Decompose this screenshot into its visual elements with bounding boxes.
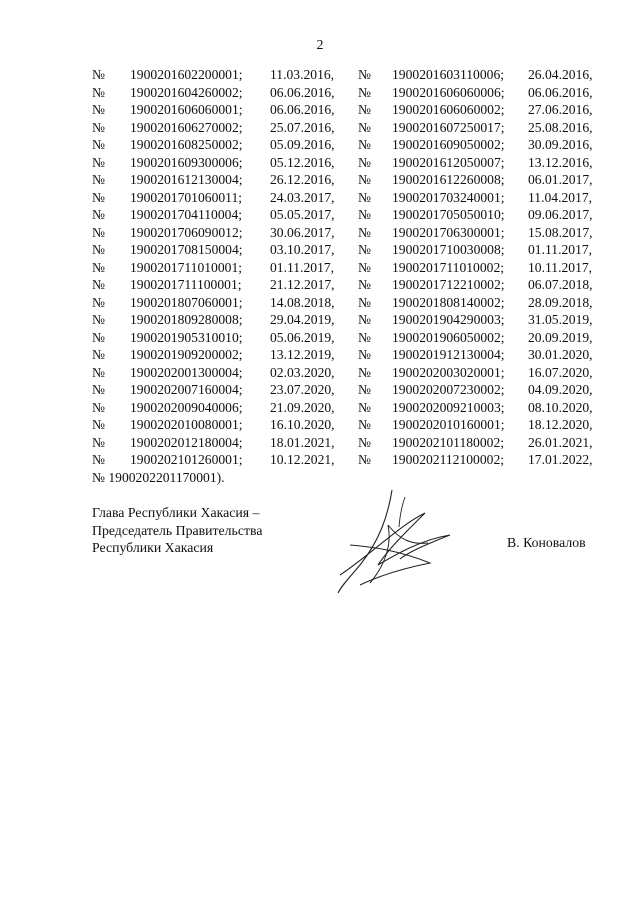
number-sign: № [358, 452, 371, 467]
number-sign: № [358, 417, 371, 432]
number-sign: № [358, 294, 371, 310]
registry-date: 17.01.2022, [528, 452, 593, 467]
registry-number: 1900201612130004; [130, 172, 243, 187]
registry-number: 1900202003020001; [392, 364, 505, 380]
registry-date: 21.09.2020, [270, 399, 335, 415]
number-sign: № [92, 189, 105, 205]
number-sign: № [92, 312, 105, 327]
number-sign: № [92, 172, 105, 187]
registry-date: 29.04.2019, [270, 312, 335, 327]
registry-number: 1900201606060006; [392, 84, 505, 100]
registry-number: 1900201711010001; [130, 259, 243, 275]
registry-date: 16.10.2020, [270, 417, 335, 432]
registry-number: 1900201705050010; [392, 207, 505, 222]
registry-date: 15.08.2017, [528, 224, 593, 240]
registry-number: 1900201706090012; [130, 224, 243, 240]
registry-row [92, 329, 602, 347]
registry-number: 1900201712210002; [392, 277, 505, 292]
number-sign: № [92, 224, 105, 240]
registry-list [92, 66, 602, 486]
registry-date: 06.06.2016, [270, 102, 335, 117]
registry-number: 1900201708150004; [130, 242, 243, 257]
signer-title-line-2: Председатель Правительства [92, 522, 263, 538]
registry-number: 1900201905310010; [130, 329, 243, 345]
signature-title-block [92, 504, 262, 557]
registry-date: 02.03.2020, [270, 364, 335, 380]
registry-number: 1900201808140002; [392, 294, 505, 310]
registry-row [92, 84, 602, 102]
registry-number: 1900201606060002; [392, 102, 505, 117]
registry-date: 31.05.2019, [528, 312, 593, 327]
registry-date: 05.12.2016, [270, 154, 335, 170]
registry-row [92, 276, 602, 294]
registry-row [92, 224, 602, 242]
number-sign: № [358, 84, 371, 100]
number-sign: № [358, 347, 371, 362]
registry-row [92, 399, 602, 417]
registry-date: 21.12.2017, [270, 277, 335, 292]
registry-number: 1900202009040006; [130, 399, 243, 415]
registry-row [92, 189, 602, 207]
number-sign: № [358, 329, 371, 345]
number-sign: № [92, 137, 105, 152]
registry-number: 1900202007230002; [392, 382, 505, 397]
number-sign: № [92, 242, 105, 257]
registry-date: 05.05.2017, [270, 207, 335, 222]
registry-number: 1900201711010002; [392, 259, 505, 275]
number-sign: № [92, 347, 105, 362]
number-sign: № [358, 189, 371, 205]
number-sign: № [358, 67, 371, 82]
registry-row [92, 364, 602, 382]
number-sign: № [358, 172, 371, 187]
registry-date: 06.06.2016, [528, 84, 593, 100]
registry-date: 26.01.2021, [528, 434, 593, 450]
signer-name: В. Коновалов [507, 535, 586, 550]
number-sign: № [92, 154, 105, 170]
number-sign: № [92, 84, 105, 100]
registry-row [92, 101, 602, 119]
registry-number: 1900201607250017; [392, 119, 505, 135]
number-sign: № [92, 399, 105, 415]
number-sign: № [92, 207, 105, 222]
registry-date: 24.03.2017, [270, 189, 335, 205]
registry-number: 1900201604260002; [130, 84, 243, 100]
registry-date: 13.12.2016, [528, 154, 593, 170]
number-sign: № [92, 67, 105, 82]
registry-row [92, 416, 602, 434]
number-sign: № [92, 102, 105, 117]
registry-number: 1900201606270002; [130, 119, 243, 135]
registry-date: 11.04.2017, [528, 189, 593, 205]
registry-row [92, 434, 602, 452]
number-sign: № [358, 137, 371, 152]
number-sign: № [358, 364, 371, 380]
registry-date: 05.06.2019, [270, 329, 335, 345]
registry-date: 01.11.2017, [528, 242, 593, 257]
number-sign: № [92, 294, 105, 310]
registry-number: 1900201612050007; [392, 154, 505, 170]
registry-number: 1900201612260008; [392, 172, 505, 187]
registry-date: 26.04.2016, [528, 67, 593, 82]
number-sign: № [358, 382, 371, 397]
registry-number: 1900202010080001; [130, 417, 243, 432]
registry-date: 03.10.2017, [270, 242, 335, 257]
number-sign: № [92, 259, 105, 275]
registry-date: 09.06.2017, [528, 207, 593, 222]
registry-number: 1900201706300001; [392, 224, 505, 240]
registry-date: 30.06.2017, [270, 224, 335, 240]
number-sign: № [92, 277, 105, 292]
registry-date: 11.03.2016, [270, 67, 335, 82]
registry-date: 10.12.2021, [270, 452, 335, 467]
registry-date: 25.08.2016, [528, 119, 593, 135]
registry-date: 30.09.2016, [528, 137, 593, 152]
registry-date: 27.06.2016, [528, 102, 593, 117]
registry-date: 18.01.2021, [270, 434, 335, 450]
number-sign: № [92, 417, 105, 432]
registry-number: 1900201809280008; [130, 312, 243, 327]
registry-date: 10.11.2017, [528, 259, 593, 275]
registry-date: 16.07.2020, [528, 364, 593, 380]
registry-date: 06.01.2017, [528, 172, 593, 187]
registry-row [92, 346, 602, 364]
number-sign: № [358, 277, 371, 292]
registry-row [92, 154, 602, 172]
registry-date: 23.07.2020, [270, 382, 335, 397]
registry-number: 1900202001300004; [130, 364, 243, 380]
registry-row [92, 451, 602, 469]
registry-date: 05.09.2016, [270, 137, 335, 152]
registry-number: 1900201608250002; [130, 137, 243, 152]
registry-date: 13.12.2019, [270, 347, 335, 362]
registry-date: 20.09.2019, [528, 329, 593, 345]
registry-number: 1900201606060001; [130, 102, 243, 117]
number-sign: № [358, 154, 371, 170]
registry-number: 1900201906050002; [392, 329, 505, 345]
registry-number: 1900201603110006; [392, 67, 505, 82]
registry-date: 06.07.2018, [528, 277, 593, 292]
registry-tail-entry: № 1900202201170001). [92, 469, 225, 485]
number-sign: № [358, 312, 371, 327]
registry-number: 1900201609050002; [392, 137, 505, 152]
registry-number: 1900201912130004; [392, 347, 505, 362]
registry-date: 08.10.2020, [528, 399, 593, 415]
number-sign: № [358, 434, 371, 450]
registry-number: 1900202009210003; [392, 399, 505, 415]
registry-row [92, 381, 602, 399]
number-sign: № [92, 452, 105, 467]
number-sign: № [92, 434, 105, 450]
registry-number: 1900202010160001; [392, 417, 505, 432]
number-sign: № [358, 259, 371, 275]
registry-number: 1900202101180002; [392, 434, 505, 450]
number-sign: № [358, 242, 371, 257]
number-sign: № [358, 119, 371, 135]
registry-date: 14.08.2018, [270, 294, 335, 310]
registry-date: 28.09.2018, [528, 294, 593, 310]
registry-number: 1900201909200002; [130, 347, 243, 362]
registry-date: 06.06.2016, [270, 84, 335, 100]
registry-number: 1900201711100001; [130, 277, 242, 292]
number-sign: № [358, 224, 371, 240]
registry-date: 01.11.2017, [270, 259, 335, 275]
page-number: 2 [316, 38, 324, 53]
registry-date: 30.01.2020, [528, 347, 593, 362]
registry-number: 1900202012180004; [130, 434, 243, 450]
registry-number: 1900202112100002; [392, 452, 505, 467]
registry-date: 18.12.2020, [528, 417, 593, 432]
registry-row [92, 259, 602, 277]
registry-number: 1900201904290003; [392, 312, 505, 327]
registry-number: 1900202101260001; [130, 452, 243, 467]
registry-row [92, 136, 602, 154]
number-sign: № [92, 329, 105, 345]
registry-number: 1900201710030008; [392, 242, 505, 257]
registry-number: 1900201704110004; [130, 207, 243, 222]
registry-row [92, 294, 602, 312]
registry-number: 1900201807060001; [130, 294, 243, 310]
number-sign: № [358, 399, 371, 415]
registry-number: 1900201609300006; [130, 154, 243, 170]
number-sign: № [358, 207, 371, 222]
registry-row [92, 206, 602, 224]
number-sign: № [92, 382, 105, 397]
signer-title-line-1: Глава Республики Хакасия – [92, 505, 260, 520]
registry-date: 25.07.2016, [270, 119, 335, 135]
registry-row [92, 171, 602, 189]
number-sign: № [358, 102, 371, 117]
registry-number: 1900201703240001; [392, 189, 505, 205]
number-sign: № [92, 119, 105, 135]
signer-title-line-3: Республики Хакасия [92, 540, 214, 555]
registry-number: 1900202007160004; [130, 382, 243, 397]
registry-number: 1900201701060011; [130, 189, 243, 205]
registry-row [92, 241, 602, 259]
registry-row [92, 119, 602, 137]
handwritten-signature [330, 485, 480, 600]
registry-date: 26.12.2016, [270, 172, 335, 187]
registry-date: 04.09.2020, [528, 382, 593, 397]
registry-number: 1900201602200001; [130, 67, 243, 82]
number-sign: № [92, 364, 105, 380]
registry-row [92, 66, 602, 84]
registry-row [92, 311, 602, 329]
